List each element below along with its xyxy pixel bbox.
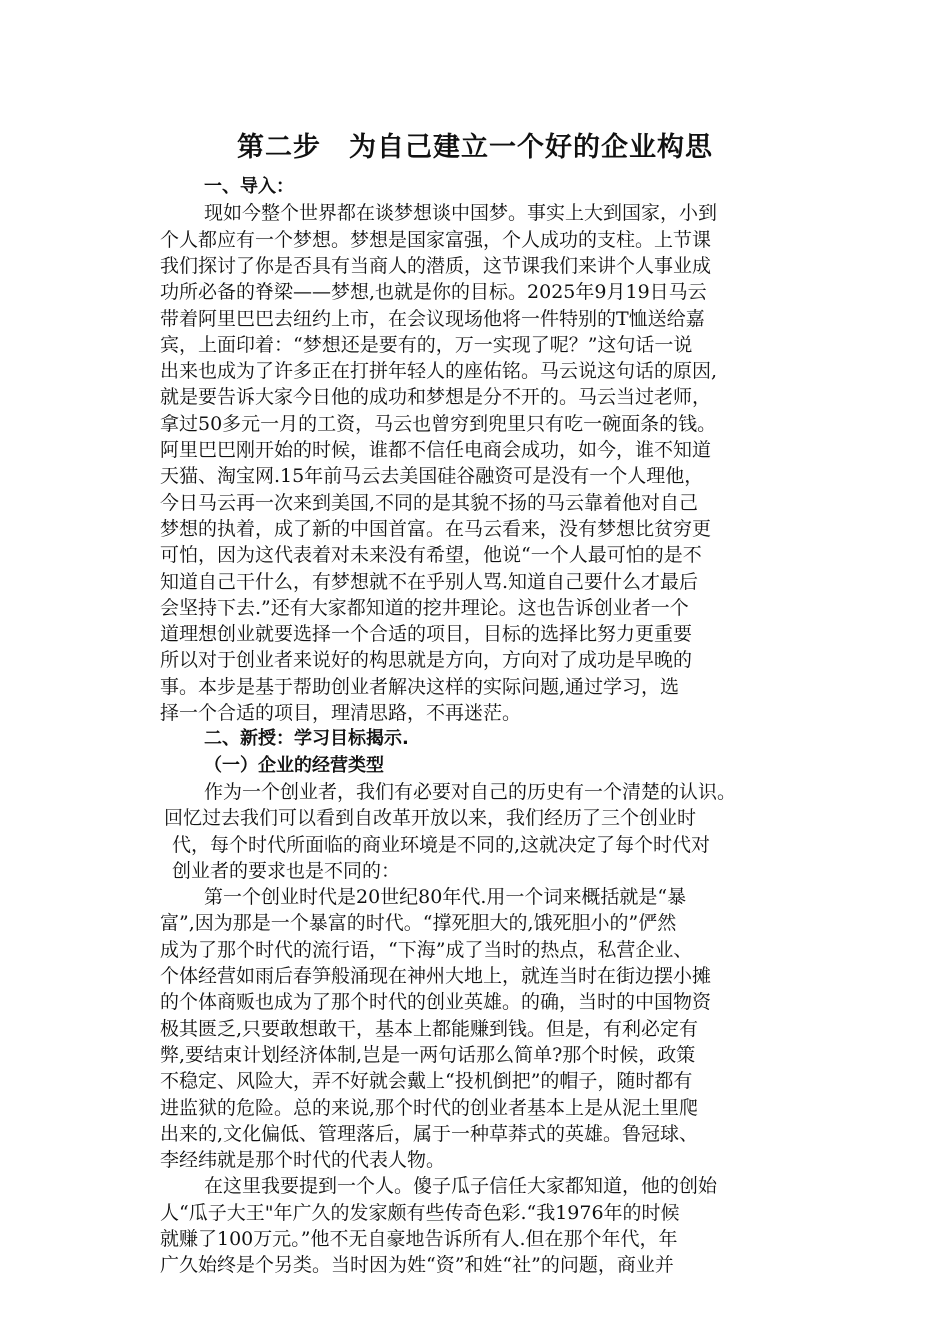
paragraph-line: 天猫、淘宝网.15年前马云去美国硅谷融资可是没有一个人理他，: [160, 465, 704, 488]
paragraph-line: 事。本步是基于帮助创业者解决这样的实际问题,通过学习，选: [160, 675, 680, 698]
paragraph-line: 道理想创业就要选择一个合适的项目，目标的选择比努力更重要: [160, 623, 693, 646]
page-title: 第二步 为自己建立一个好的企业构思: [237, 132, 713, 163]
paragraph-line: 不稳定、风险大，弄不好就会戴上“投机倒把”的帽子，随时都有: [160, 1070, 693, 1093]
paragraph-line: 择一个合适的项目，理清思路，不再迷茫。: [160, 702, 522, 724]
paragraph-line: 人“瓜子大王"年广久的发家颇有些传奇色彩.“我1976年的时候: [160, 1201, 680, 1224]
paragraph-line: 会坚持下去.”还有大家都知道的挖井理论。这也告诉创业者一个: [160, 596, 689, 619]
paragraph-line: 极其匮乏,只要敢想敢干，基本上都能赚到钱。但是，有利必定有: [160, 1017, 699, 1040]
paragraph-line: 成为了那个时代的流行语，“下海”成了当时的热点，私营企业、: [160, 938, 693, 961]
paragraph-line: 就赚了100万元。”他不无自豪地告诉所有人.但在那个年代，年: [160, 1228, 678, 1250]
paragraph-line: 在这里我要提到一个人。傻子瓜子信任大家都知道，他的创始: [204, 1175, 718, 1198]
paragraph-line: 出来也成为了许多正在打拼年轻人的座佑铭。马云说这句话的原因,: [160, 360, 718, 383]
paragraph-line: 李经纬就是那个时代的代表人物。: [160, 1149, 446, 1172]
paragraph-line: 个人都应有一个梦想。梦想是国家富强，个人成功的支柱。上节课: [160, 228, 712, 251]
section-heading: （一）企业的经营类型: [204, 754, 384, 776]
paragraph-line: 回忆过去我们可以看到自改革开放以来，我们经历了三个创业时: [164, 807, 697, 830]
paragraph-line: 进监狱的危险。总的来说,那个时代的创业者基本上是从泥土里爬: [160, 1096, 699, 1119]
paragraph-line: 个体经营如雨后春笋般涌现在神州大地上，就连当时在街边摆小摊: [160, 965, 712, 987]
paragraph-line: 拿过50多元一月的工资，马云也曾穷到兜里只有吃一碗面条的钱。: [160, 412, 717, 435]
paragraph-line: 我们探讨了你是否具有当商人的潜质，这节课我们来讲个人事业成: [160, 254, 712, 277]
paragraph-line: 知道自己干什么，有梦想就不在乎别人骂.知道自己要什么才最后: [160, 570, 699, 593]
paragraph-line: 出来的,文化偏低、管理落后，属于一种草莽式的英雄。鲁冠球、: [160, 1122, 699, 1145]
paragraph-line: 今日马云再一次来到美国,不同的是其貌不扬的马云靠着他对自己: [160, 491, 699, 514]
paragraph-line: 就是要告诉大家今日他的成功和梦想是分不开的。马云当过老师，: [160, 386, 712, 409]
paragraph-line: 弊,要结束计划经济体制,岂是一两句话那么简单?那个时候，政策: [160, 1043, 696, 1066]
paragraph-line: 宾，上面印着：“梦想还是要有的，万一实现了呢？”这句话一说: [160, 333, 693, 356]
paragraph-line: 带着阿里巴巴去纽约上市，在会议现场他将一件特别的T恤送给嘉: [160, 307, 705, 330]
paragraph-line: 梦想的执着，成了新的中国首富。在马云看来，没有梦想比贫穷更: [160, 517, 712, 540]
paragraph-line: 代，每个时代所面临的商业环境是不同的,这就决定了每个时代对: [172, 833, 711, 856]
paragraph-line: 富”,因为那是一个暴富的时代。“撑死胆大的,饿死胆小的”俨然: [160, 912, 677, 935]
paragraph-line: 可怕，因为这代表着对未来没有希望，他说“一个人最可怕的是不: [160, 544, 702, 567]
paragraph-line: 的个体商贩也成为了那个时代的创业英雄。的确，当时的中国物资: [160, 991, 712, 1014]
paragraph-line: 阿里巴巴刚开始的时候，谁都不信任电商会成功，如今，谁不知道: [160, 439, 712, 461]
paragraph-line: 现如今整个世界都在谈梦想谈中国梦。事实上大到国家，小到: [204, 202, 718, 225]
section-heading: 一、导入：: [204, 176, 294, 197]
paragraph-line: 作为一个创业者，我们有必要对自己的历史有一个清楚的认识。: [204, 780, 737, 803]
paragraph-line: 创业者的要求也是不同的：: [172, 859, 401, 882]
paragraph-line: 广久始终是个另类。当时因为姓“资”和姓“社”的问题，商业并: [160, 1254, 674, 1277]
paragraph-line: 所以对于创业者来说好的构思就是方向，方向对了成功是早晚的: [160, 649, 693, 672]
paragraph-line: 第一个创业时代是20世纪80年代.用一个词来概括就是“暴: [204, 886, 687, 909]
section-heading: 二、新授：学习目标揭示.: [204, 728, 409, 750]
paragraph-line: 功所必备的脊梁——梦想,也就是你的目标。2025年9月19日马云: [160, 281, 707, 304]
